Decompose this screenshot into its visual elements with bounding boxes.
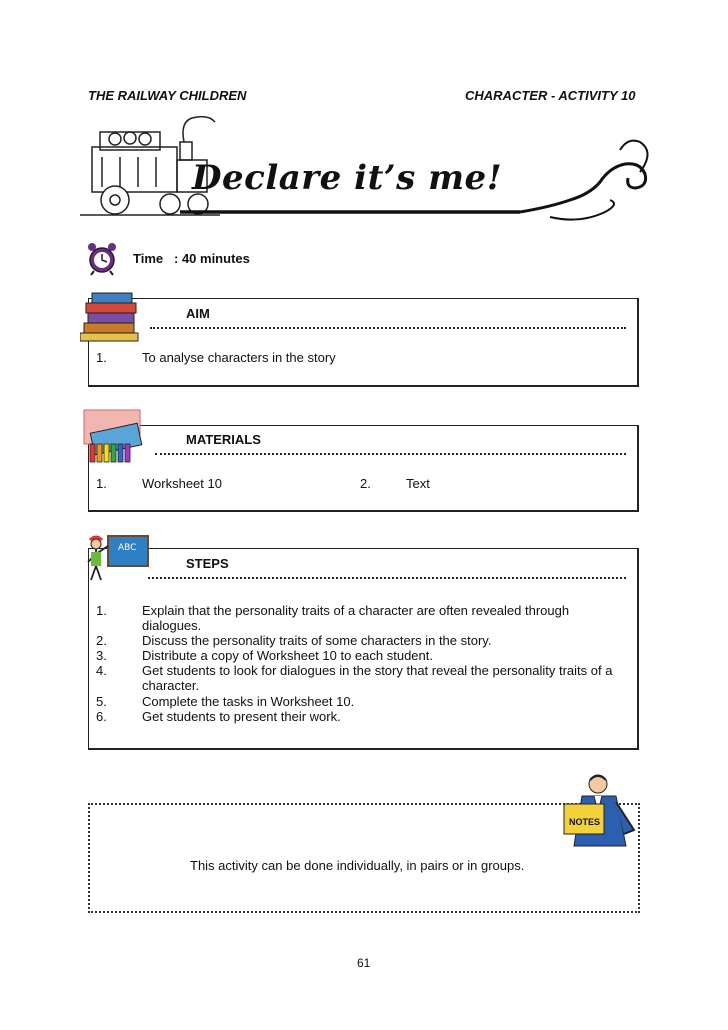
activity-title: Declare it’s me!	[192, 158, 503, 198]
step-text: Get students to look for dialogues in the story that reveal the personality traits of a character.	[142, 663, 613, 693]
materials-heading: MATERIALS	[186, 432, 261, 447]
materials-item-text: Text	[406, 476, 430, 491]
materials-box	[88, 425, 639, 512]
step-number: 3.	[96, 648, 107, 663]
step-text: Explain that the personality traits of a character are often revealed through dialogues.	[142, 603, 570, 633]
activity-label: CHARACTER - ACTIVITY 10	[465, 88, 636, 103]
aim-heading: AIM	[186, 306, 210, 321]
step-number: 2.	[96, 633, 107, 648]
notes-text: This activity can be done individually, in pairs or in groups.	[190, 858, 525, 873]
materials-item-number: 1.	[96, 476, 107, 491]
chalkboard-teacher-icon	[84, 532, 150, 588]
step-number: 5.	[96, 694, 107, 709]
page-number: 61	[357, 956, 371, 970]
step-text: Distribute a copy of Worksheet 10 to each student.	[142, 648, 433, 663]
step-number: 4.	[96, 663, 107, 678]
aim-divider	[150, 327, 626, 329]
time-label: Time	[133, 251, 164, 266]
materials-divider	[155, 453, 626, 455]
aim-item-text: To analyse characters in the story	[142, 350, 336, 365]
time-value: : 40 minutes	[174, 251, 250, 266]
steps-divider	[148, 577, 626, 579]
document-title-left: THE RAILWAY CHILDREN	[88, 88, 247, 103]
crayons-icon	[82, 404, 150, 466]
aim-item-number: 1.	[96, 350, 107, 365]
step-number: 1.	[96, 603, 107, 618]
books-icon	[80, 285, 142, 343]
step-number: 6.	[96, 709, 107, 724]
step-text: Get students to present their work.	[142, 709, 341, 724]
materials-item-number: 2.	[360, 476, 371, 491]
step-text: Discuss the personality traits of some characters in the story.	[142, 633, 492, 648]
chalkboard-text: ABC	[118, 543, 137, 553]
aim-box	[88, 298, 639, 387]
notes-badge: NOTES	[569, 817, 601, 827]
alarm-clock-icon	[86, 240, 118, 276]
materials-item-text: Worksheet 10	[142, 476, 222, 491]
step-text: Complete the tasks in Worksheet 10.	[142, 694, 355, 709]
steps-heading: STEPS	[186, 556, 229, 571]
notes-man-icon	[560, 772, 642, 852]
